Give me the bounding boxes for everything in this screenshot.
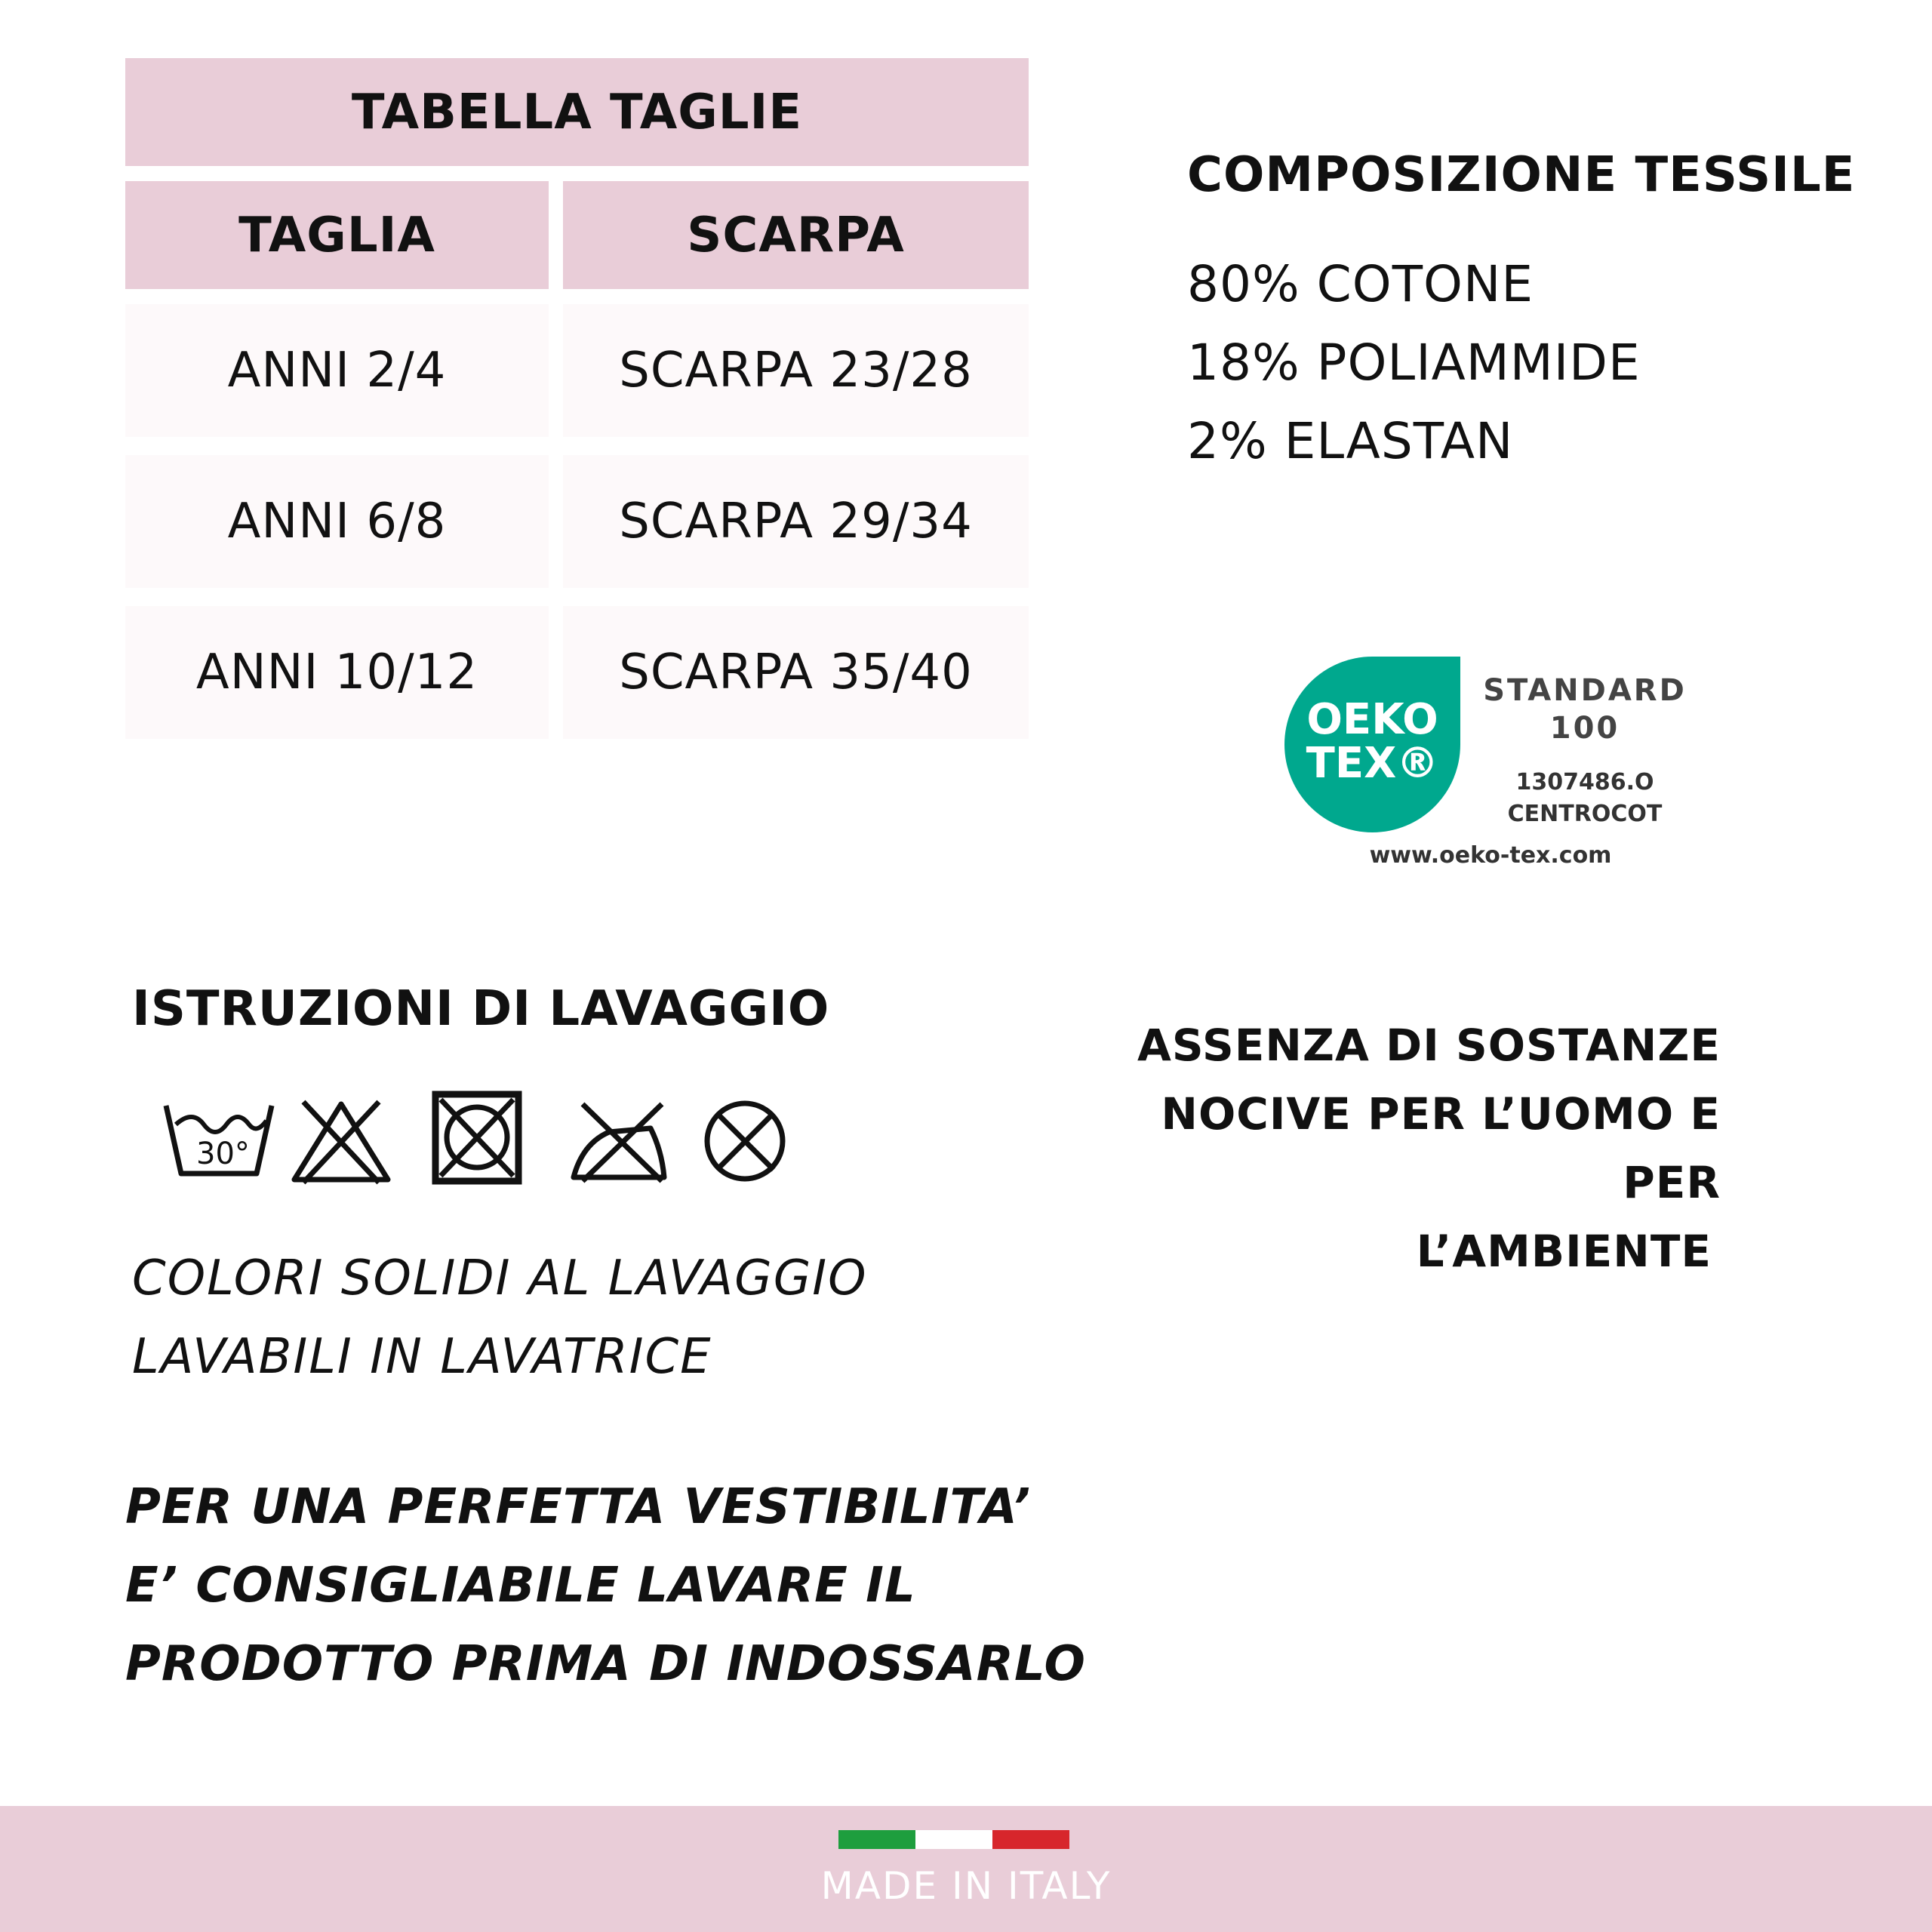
italian-flag-red bbox=[992, 1830, 1069, 1849]
oeko-tex-logo-text bbox=[1284, 695, 1460, 788]
oeko-institute: CENTROCOT bbox=[1507, 801, 1663, 827]
made-in-italy-label: MADE IN ITALY bbox=[820, 1864, 1112, 1908]
fit-note-line: PER UNA PERFETTA VESTIBILITA’ bbox=[125, 1479, 1032, 1535]
absence-line: ASSENZA DI SOSTANZE bbox=[1137, 1020, 1721, 1071]
absence-statement bbox=[1109, 1011, 1736, 1286]
washing-title: ISTRUZIONI DI LAVAGGIO bbox=[132, 981, 830, 1037]
shoe-cell: SCARPA 29/34 bbox=[563, 455, 1029, 588]
oeko-logo-line: OEKO bbox=[1306, 695, 1438, 744]
size-cell: ANNI 10/12 bbox=[125, 606, 549, 739]
size-header-taglia: TAGLIA bbox=[125, 181, 549, 289]
oeko-certificate bbox=[1472, 767, 1698, 830]
size-table-title: TABELLA TAGLIE bbox=[125, 58, 1029, 166]
no-dry-clean-icon bbox=[702, 1098, 789, 1185]
fit-note-line: E’ CONSIGLIABILE LAVARE IL bbox=[125, 1558, 916, 1614]
composition-title: COMPOSIZIONE TESSILE bbox=[1187, 147, 1856, 203]
no-tumble-dry-icon bbox=[432, 1091, 522, 1185]
fit-note-line: PRODOTTO PRIMA DI INDOSSARLO bbox=[125, 1636, 1086, 1692]
washing-note: COLORI SOLIDI AL LAVAGGIO bbox=[132, 1251, 868, 1306]
no-bleach-icon bbox=[288, 1098, 394, 1185]
size-cell: ANNI 6/8 bbox=[125, 455, 549, 588]
oeko-standard bbox=[1472, 672, 1698, 747]
composition-line: 18% POLIAMMIDE bbox=[1187, 334, 1641, 392]
oeko-standard-number: 100 bbox=[1549, 711, 1620, 746]
absence-line: L’AMBIENTE bbox=[1416, 1226, 1712, 1277]
washing-note: LAVABILI IN LAVATRICE bbox=[132, 1329, 712, 1385]
composition-line: 2% ELASTAN bbox=[1187, 412, 1514, 470]
composition-line: 80% COTONE bbox=[1187, 255, 1534, 313]
size-header-scarpa: SCARPA bbox=[563, 181, 1029, 289]
oeko-certificate-number: 1307486.O bbox=[1515, 769, 1654, 795]
no-iron-icon bbox=[568, 1098, 673, 1185]
oeko-standard-label: STANDARD bbox=[1483, 673, 1687, 708]
shoe-cell: SCARPA 35/40 bbox=[563, 606, 1029, 739]
italian-flag-white bbox=[915, 1830, 992, 1849]
italian-flag-green bbox=[838, 1830, 915, 1849]
wash-30-icon bbox=[162, 1098, 275, 1181]
oeko-url: www.oeko-tex.com bbox=[1369, 842, 1612, 869]
oeko-logo-line: TEX® bbox=[1306, 739, 1439, 788]
shoe-cell: SCARPA 23/28 bbox=[563, 304, 1029, 437]
absence-line: NOCIVE PER L’UOMO E PER bbox=[1161, 1088, 1721, 1208]
size-cell: ANNI 2/4 bbox=[125, 304, 549, 437]
wash-temp-label: 30° bbox=[196, 1137, 250, 1171]
